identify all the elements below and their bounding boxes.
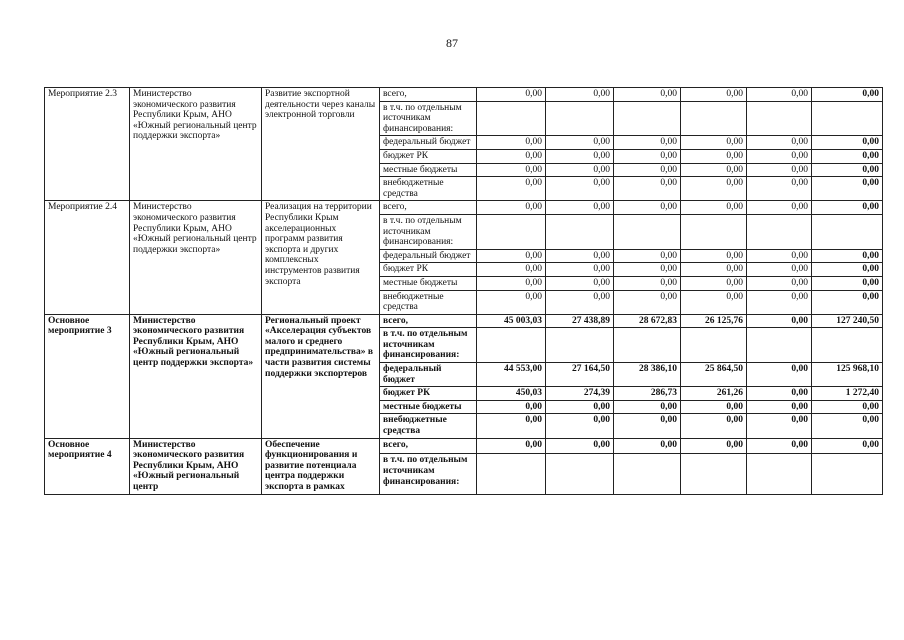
funding-source-cell: всего, [380,88,477,102]
year-value-cell: 0,00 [747,201,812,215]
year-value-cell: 25 864,50 [681,363,747,387]
total-value-cell: 0,00 [812,88,883,102]
year-value-cell: 27 438,89 [546,314,614,328]
year-value-cell: 0,00 [477,290,546,314]
year-value-cell: 0,00 [546,149,614,163]
year-value-cell: 0,00 [477,249,546,263]
year-value-cell: 0,00 [747,136,812,150]
funding-table [44,87,883,495]
year-value-cell: 0,00 [681,177,747,201]
funding-source-cell: внебюджетные средства [380,414,477,438]
table-body [45,88,883,495]
year-value-cell: 44 553,00 [477,363,546,387]
year-value-cell [546,101,614,136]
year-value-cell [477,214,546,249]
funding-source-cell: федеральный бюджет [380,363,477,387]
year-value-cell [681,214,747,249]
description-cell: Обеспечение функционирования и развитие потенциала центра поддержки экспорта в рамках [262,438,380,494]
year-value-cell: 0,00 [681,163,747,177]
executor-cell: Министерство экономического развития Республики Крым, АНО «Южный региональный центр поддержки экспорта» [130,201,262,314]
funding-source-cell: местные бюджеты [380,276,477,290]
year-value-cell: 0,00 [614,201,681,215]
year-value-cell [614,214,681,249]
funding-source-cell: в т.ч. по отдельным источникам финансирования: [380,214,477,249]
total-value-cell: 0,00 [812,177,883,201]
year-value-cell: 274,39 [546,387,614,401]
year-value-cell [681,328,747,363]
year-value-cell: 0,00 [681,249,747,263]
year-value-cell: 0,00 [747,177,812,201]
description-cell: Реализация на территории Республики Крым акселерационных программ развития экспорта и других комплексных инструментов развития экспорта [262,201,380,314]
year-value-cell: 26 125,76 [681,314,747,328]
year-value-cell: 0,00 [681,276,747,290]
year-value-cell [747,101,812,136]
year-value-cell: 261,26 [681,387,747,401]
year-value-cell: 0,00 [546,263,614,277]
year-value-cell: 0,00 [477,400,546,414]
year-value-cell: 0,00 [614,88,681,102]
year-value-cell: 0,00 [477,414,546,438]
year-value-cell: 0,00 [747,249,812,263]
year-value-cell: 0,00 [546,136,614,150]
year-value-cell: 0,00 [477,263,546,277]
funding-source-cell: местные бюджеты [380,163,477,177]
funding-source-cell: всего, [380,201,477,215]
year-value-cell: 27 164,50 [546,363,614,387]
year-value-cell [546,454,614,494]
year-value-cell: 450,03 [477,387,546,401]
total-value-cell: 0,00 [812,438,883,454]
year-value-cell: 0,00 [681,88,747,102]
year-value-cell: 0,00 [614,149,681,163]
funding-source-cell: бюджет РК [380,149,477,163]
year-value-cell: 0,00 [477,136,546,150]
funding-source-cell: бюджет РК [380,263,477,277]
year-value-cell [546,214,614,249]
year-value-cell: 0,00 [614,136,681,150]
year-value-cell: 0,00 [614,177,681,201]
total-value-cell: 0,00 [812,414,883,438]
year-value-cell [477,101,546,136]
year-value-cell [614,454,681,494]
year-value-cell [747,328,812,363]
total-value-cell: 0,00 [812,400,883,414]
year-value-cell: 0,00 [546,290,614,314]
executor-cell: Министерство экономического развития Республики Крым, АНО «Южный региональный центр поддержки экспорта» [130,314,262,438]
year-value-cell: 0,00 [747,438,812,454]
total-value-cell: 0,00 [812,263,883,277]
year-value-cell: 0,00 [477,88,546,102]
year-value-cell: 0,00 [546,438,614,454]
year-value-cell [747,214,812,249]
total-value-cell: 0,00 [812,149,883,163]
executor-cell: Министерство экономического развития Республики Крым, АНО «Южный региональный центр поддержки экспорта» [130,88,262,201]
year-value-cell: 0,00 [477,438,546,454]
year-value-cell: 0,00 [681,201,747,215]
year-value-cell: 0,00 [747,387,812,401]
total-value-cell [812,214,883,249]
year-value-cell: 0,00 [681,414,747,438]
year-value-cell: 0,00 [477,201,546,215]
year-value-cell [477,454,546,494]
funding-source-cell: в т.ч. по отдельным источникам финансирования: [380,328,477,363]
year-value-cell: 45 003,03 [477,314,546,328]
year-value-cell: 0,00 [546,276,614,290]
year-value-cell: 0,00 [747,149,812,163]
funding-source-cell: в т.ч. по отдельным источникам финансирования: [380,454,477,494]
year-value-cell: 0,00 [747,400,812,414]
year-value-cell: 0,00 [681,400,747,414]
year-value-cell [681,454,747,494]
executor-cell: Министерство экономического развития Республики Крым, АНО «Южный региональный центр [130,438,262,494]
year-value-cell: 0,00 [477,177,546,201]
year-value-cell: 0,00 [681,290,747,314]
year-value-cell: 28 386,10 [614,363,681,387]
page-number: 87 [446,36,458,50]
year-value-cell: 0,00 [614,163,681,177]
funding-source-cell: внебюджетные средства [380,177,477,201]
table-row [45,201,883,215]
year-value-cell: 0,00 [477,276,546,290]
total-value-cell: 0,00 [812,290,883,314]
year-value-cell: 0,00 [681,438,747,454]
total-value-cell: 0,00 [812,276,883,290]
year-value-cell: 0,00 [614,400,681,414]
description-cell: Развитие экспортной деятельности через каналы электронной торговли [262,88,380,201]
year-value-cell [614,101,681,136]
total-value-cell [812,328,883,363]
year-value-cell [546,328,614,363]
year-value-cell: 0,00 [614,290,681,314]
total-value-cell [812,454,883,494]
year-value-cell: 0,00 [546,400,614,414]
year-value-cell: 0,00 [546,414,614,438]
funding-source-cell: всего, [380,438,477,454]
year-value-cell [681,101,747,136]
year-value-cell: 0,00 [681,136,747,150]
total-value-cell: 125 968,10 [812,363,883,387]
funding-source-cell: местные бюджеты [380,400,477,414]
table-row [45,88,883,102]
total-value-cell: 1 272,40 [812,387,883,401]
year-value-cell: 0,00 [747,276,812,290]
year-value-cell: 0,00 [747,414,812,438]
year-value-cell: 286,73 [614,387,681,401]
total-value-cell: 127 240,50 [812,314,883,328]
year-value-cell: 0,00 [546,163,614,177]
year-value-cell: 0,00 [681,263,747,277]
year-value-cell: 0,00 [546,88,614,102]
year-value-cell: 0,00 [546,249,614,263]
total-value-cell: 0,00 [812,201,883,215]
event-cell: Мероприятие 2.4 [45,201,130,314]
year-value-cell: 28 672,83 [614,314,681,328]
table-row [45,314,883,328]
year-value-cell: 0,00 [546,201,614,215]
year-value-cell [747,454,812,494]
year-value-cell: 0,00 [614,249,681,263]
total-value-cell: 0,00 [812,249,883,263]
year-value-cell: 0,00 [681,149,747,163]
event-cell: Мероприятие 2.3 [45,88,130,201]
year-value-cell [477,328,546,363]
year-value-cell: 0,00 [747,88,812,102]
event-cell: Основное мероприятие 4 [45,438,130,494]
funding-source-cell: всего, [380,314,477,328]
funding-source-cell: внебюджетные средства [380,290,477,314]
year-value-cell: 0,00 [477,149,546,163]
year-value-cell: 0,00 [614,414,681,438]
total-value-cell: 0,00 [812,163,883,177]
year-value-cell: 0,00 [747,363,812,387]
funding-source-cell: бюджет РК [380,387,477,401]
total-value-cell [812,101,883,136]
year-value-cell: 0,00 [546,177,614,201]
year-value-cell: 0,00 [614,438,681,454]
year-value-cell: 0,00 [614,276,681,290]
description-cell: Региональный проект «Акселерация субъектов малого и среднего предпринимательства» в части развития системы поддержки экспортеров [262,314,380,438]
funding-source-cell: федеральный бюджет [380,136,477,150]
year-value-cell: 0,00 [747,163,812,177]
year-value-cell: 0,00 [747,263,812,277]
year-value-cell [614,328,681,363]
year-value-cell: 0,00 [747,314,812,328]
funding-source-cell: федеральный бюджет [380,249,477,263]
year-value-cell: 0,00 [747,290,812,314]
total-value-cell: 0,00 [812,136,883,150]
year-value-cell: 0,00 [614,263,681,277]
year-value-cell: 0,00 [477,163,546,177]
event-cell: Основное мероприятие 3 [45,314,130,438]
table-row [45,438,883,454]
funding-source-cell: в т.ч. по отдельным источникам финансирования: [380,101,477,136]
